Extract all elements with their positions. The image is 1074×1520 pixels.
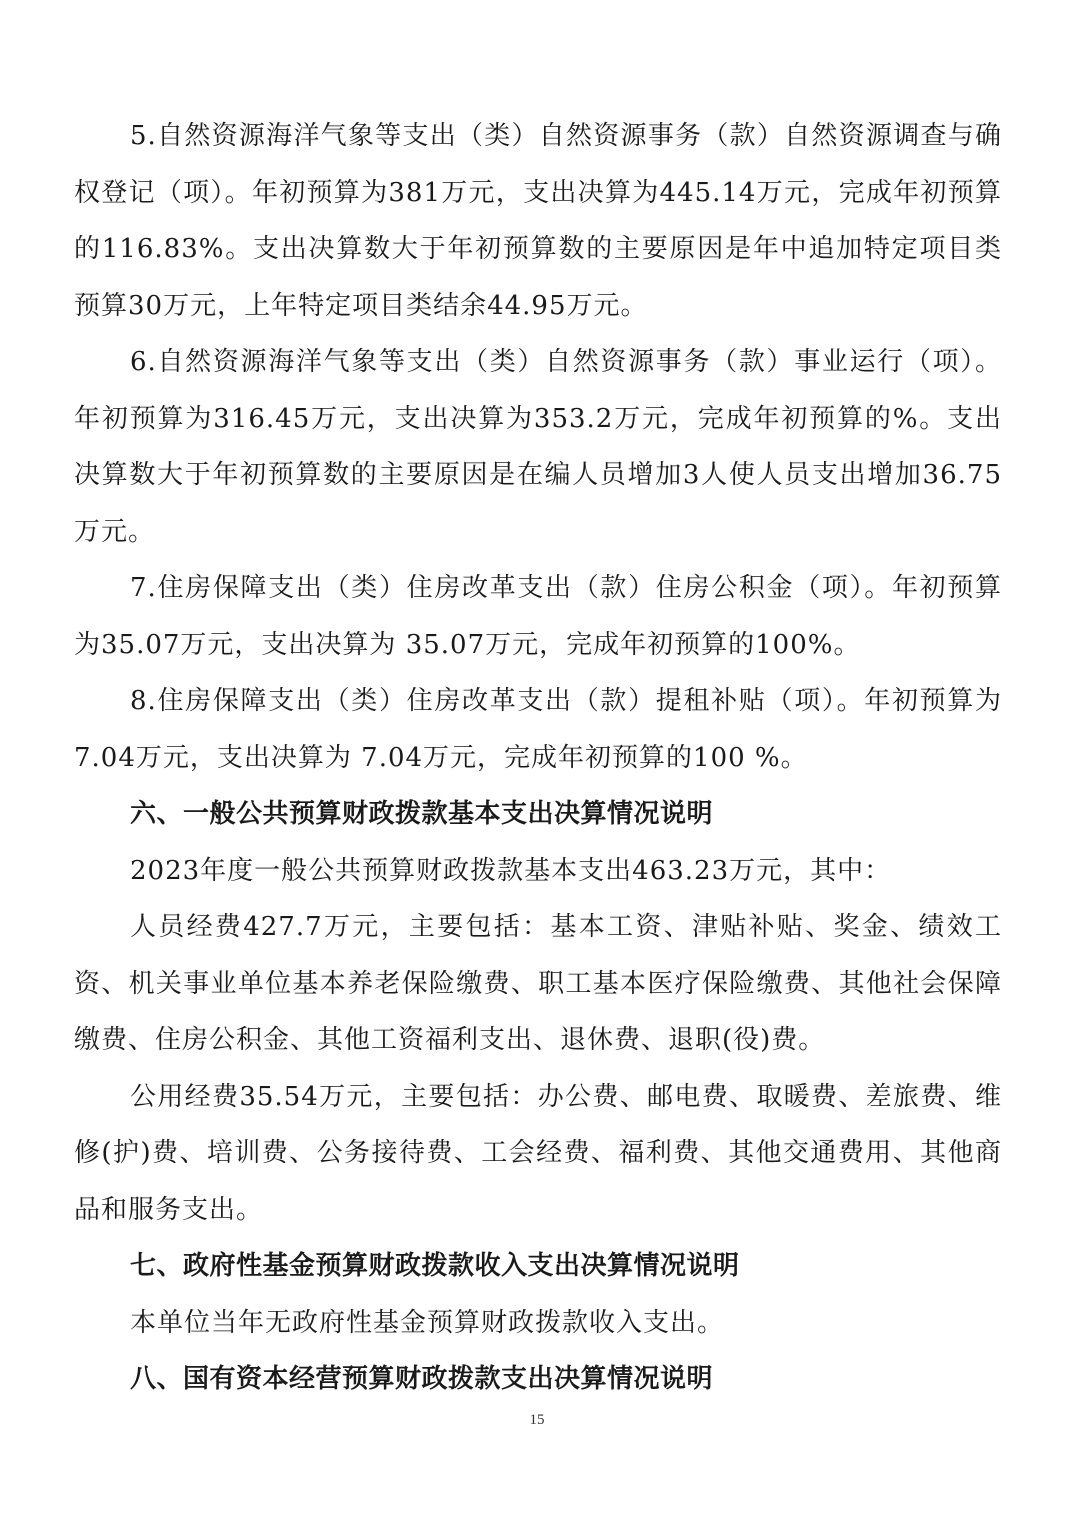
paragraph-item-7: 7.住房保障支出（类）住房改革支出（款）住房公积金（项）。年初预算为35.07万元，支出决算为 35.07万元，完成年初预算的100%。 <box>74 573 1002 660</box>
section-six-intro: 2023年度一般公共预算财政拨款基本支出463.23万元，其中： <box>130 855 892 886</box>
section-seven-heading: 七、政府性基金预算财政拨款收入支出决算情况说明 <box>130 1251 740 1281</box>
page-number: 15 <box>529 1412 545 1428</box>
paragraph-item-5: 5.自然资源海洋气象等支出（类）自然资源事务（款）自然资源调查与确权登记（项）。年初预算为381万元，支出决算为445.14万元，完成年初预算的116.83%。支出决算数大于年初预算数的主要原因是年中追加特定项目类预算30万元，上年特定项目类结余44.95万元。 <box>74 121 1002 321</box>
section-six-public: 公用经费35.54万元，主要包括：办公费、邮电费、取暖费、差旅费、维修(护)费、培训费、公务接待费、工会经费、福利费、其他交通费用、其他商品和服务支出。 <box>74 1081 1002 1225</box>
section-eight-heading: 八、国有资本经营预算财政拨款支出决算情况说明 <box>130 1364 714 1394</box>
paragraph-item-6: 6.自然资源海洋气象等支出（类）自然资源事务（款）事业运行（项）。年初预算为316.45万元，支出决算为353.2万元，完成年初预算的%。支出决算数大于年初预算数的主要原因是在编人员增加3人使人员支出增加36.75万元。 <box>74 347 1002 547</box>
document-body <box>74 108 1002 1408</box>
section-six-heading: 六、一般公共预算财政拨款基本支出决算情况说明 <box>130 799 714 829</box>
section-six-personnel: 人员经费427.7万元，主要包括：基本工资、津贴补贴、奖金、绩效工资、机关事业单位基本养老保险缴费、职工基本医疗保险缴费、其他社会保障缴费、住房公积金、其他工资福利支出、退休费、退职(役)费。 <box>74 912 1002 1055</box>
paragraph-item-8: 8.住房保障支出（类）住房改革支出（款）提租补贴（项）。年初预算为7.04万元，支出决算为 7.04万元，完成年初预算的100 %。 <box>74 686 1002 773</box>
section-seven-body: 本单位当年无政府性基金预算财政拨款收入支出。 <box>130 1307 725 1338</box>
